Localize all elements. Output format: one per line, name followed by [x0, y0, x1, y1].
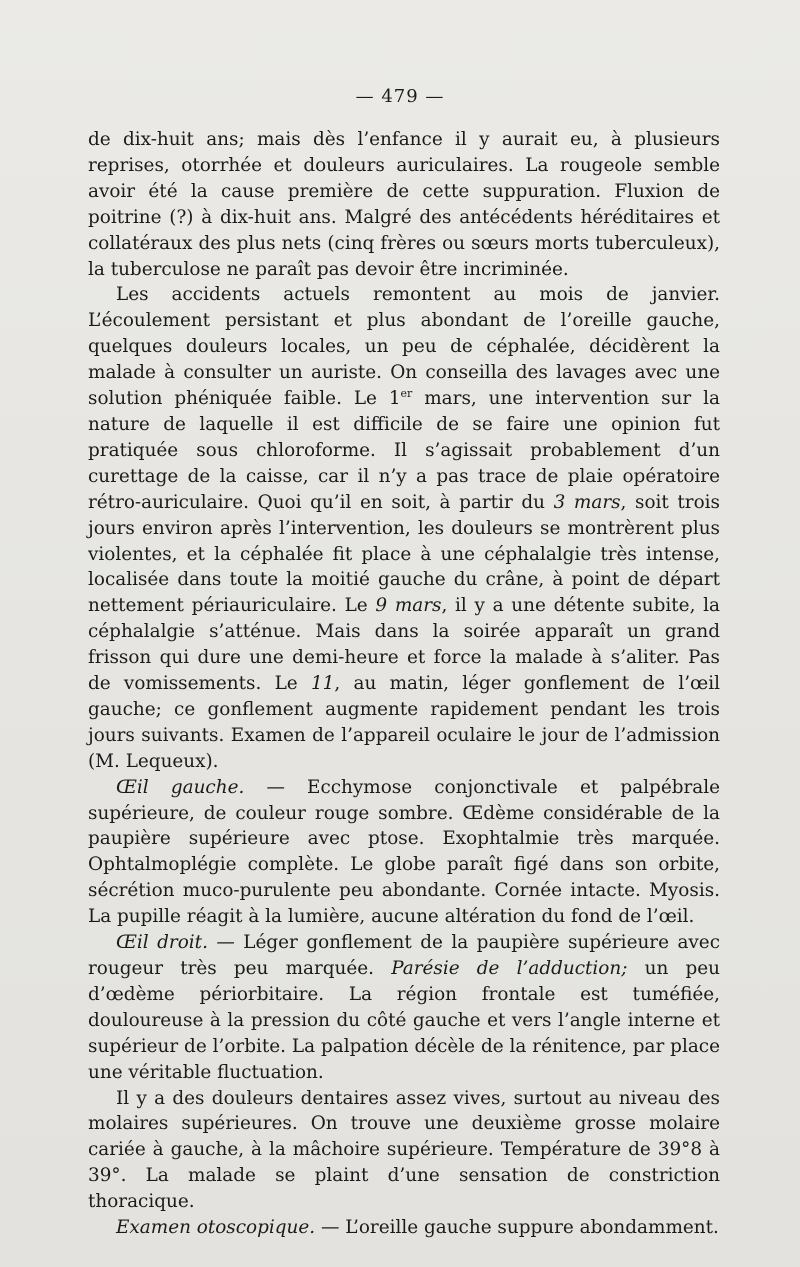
paragraph-p4 [88, 930, 720, 1085]
paragraph-p2 [88, 282, 720, 774]
italic-text: 3 mars [553, 491, 621, 513]
text-run: Il y a des douleurs dentaires assez vives, surtout au niveau des molaires supérieures. On trouve une deuxième grosse molaire cariée à gauche, à la mâchoire supérieure. Température de 39°8 à 39°. La malade se plaint d’une sensation de constriction thoracique. [88, 1087, 720, 1213]
text-run: , il y a une détente subite, la céphalalgie s’atténue. Mais dans la soirée apparaît un grand frisson qui dure une demi-heure et force la malade à s’aliter. Pas de vomissements. Le [88, 595, 720, 695]
italic-text: Œil droit. [116, 932, 208, 954]
text-run: Les accidents actuels remontent au mois de janvier. L’écoulement persistant et plus abondant de l’oreille gauche, quelques douleurs locales, un peu de céphalée, décidèrent la malade à consulter un auriste. On conseilla des lavages avec une solution phéniquée faible. Le 1 [88, 284, 720, 410]
text-run: — Léger gonflement de la paupière supérieure avec rougeur très peu marquée. [88, 932, 720, 979]
text-run: mars, une intervention sur la nature de laquelle il est difficile de se faire une opinion fut pratiquée sous chloroforme. Il s’agissait probablement d’un curettage de la caisse, car il n’y a pas trace de plaie opératoire rétro-auriculaire. Quoi qu’il en soit, à partir du [88, 388, 720, 513]
text-run: un peu d’œdème périorbitaire. La région frontale est tuméfiée, douloureuse à la pression du côté gauche et vers l’angle interne et supérieur de l’orbite. La palpation décèle de la rénitence, par place une véritable fluctuation. [88, 958, 720, 1083]
text-run: — L’oreille gauche suppure abondamment. [315, 1217, 719, 1239]
paragraph-p5 [88, 1086, 720, 1216]
paragraph-p3 [88, 775, 720, 930]
italic-text: 11 [310, 673, 335, 695]
paragraph-p1 [88, 127, 720, 282]
italic-text: Parésie de l’adduction; [391, 958, 628, 979]
text-run: — Ecchymose conjonctivale et palpébrale supérieure, de couleur rouge sombre. Œdème considérable de la paupière supérieure avec ptose. Exophtalmie très marquée. Ophtalmoplégie complète. Le globe paraît figé dans son orbite, sécrétion muco-purulente peu abondante. Cornée intacte. Myosis. La pupille réagit à la lumière, aucune altération du fond de l’œil. [88, 776, 720, 928]
text-run: , au matin, léger gonflement de l’œil gauche; ce gonflement augmente rapidement pendant les trois jours suivants. Examen de l’appareil oculaire le jour de l’admission (M. Lequeux). [88, 673, 720, 772]
italic-text: 9 mars [375, 595, 442, 617]
superscript-text: er [400, 386, 413, 400]
italic-text: Examen otoscopique. [116, 1217, 316, 1239]
italic-text: Œil gauche. [116, 776, 245, 798]
paragraph-p6 [88, 1215, 720, 1241]
text-run: , soit trois jours environ après l’intervention, les douleurs se montrèrent plus violentes, et la céphalée fit place à une céphalalgie très intense, localisée dans toute la moitié gauche du crâne, à point de départ nettement périauriculaire. Le [88, 491, 720, 617]
text-run: de dix-huit ans; mais dès l’enfance il y aurait eu, à plusieurs reprises, otorrhée et douleurs auriculaires. La rougeole semble avoir été la cause première de cette suppuration. Fluxion de poitrine (?) à dix-huit ans. Malgré des antécédents héréditaires et collatéraux des plus nets (cinq frères ou sœurs morts tuberculeux), la tuberculose ne paraît pas devoir être incriminée. [88, 129, 720, 280]
body-text [88, 127, 720, 1241]
page-number: — 479 — [355, 86, 445, 107]
